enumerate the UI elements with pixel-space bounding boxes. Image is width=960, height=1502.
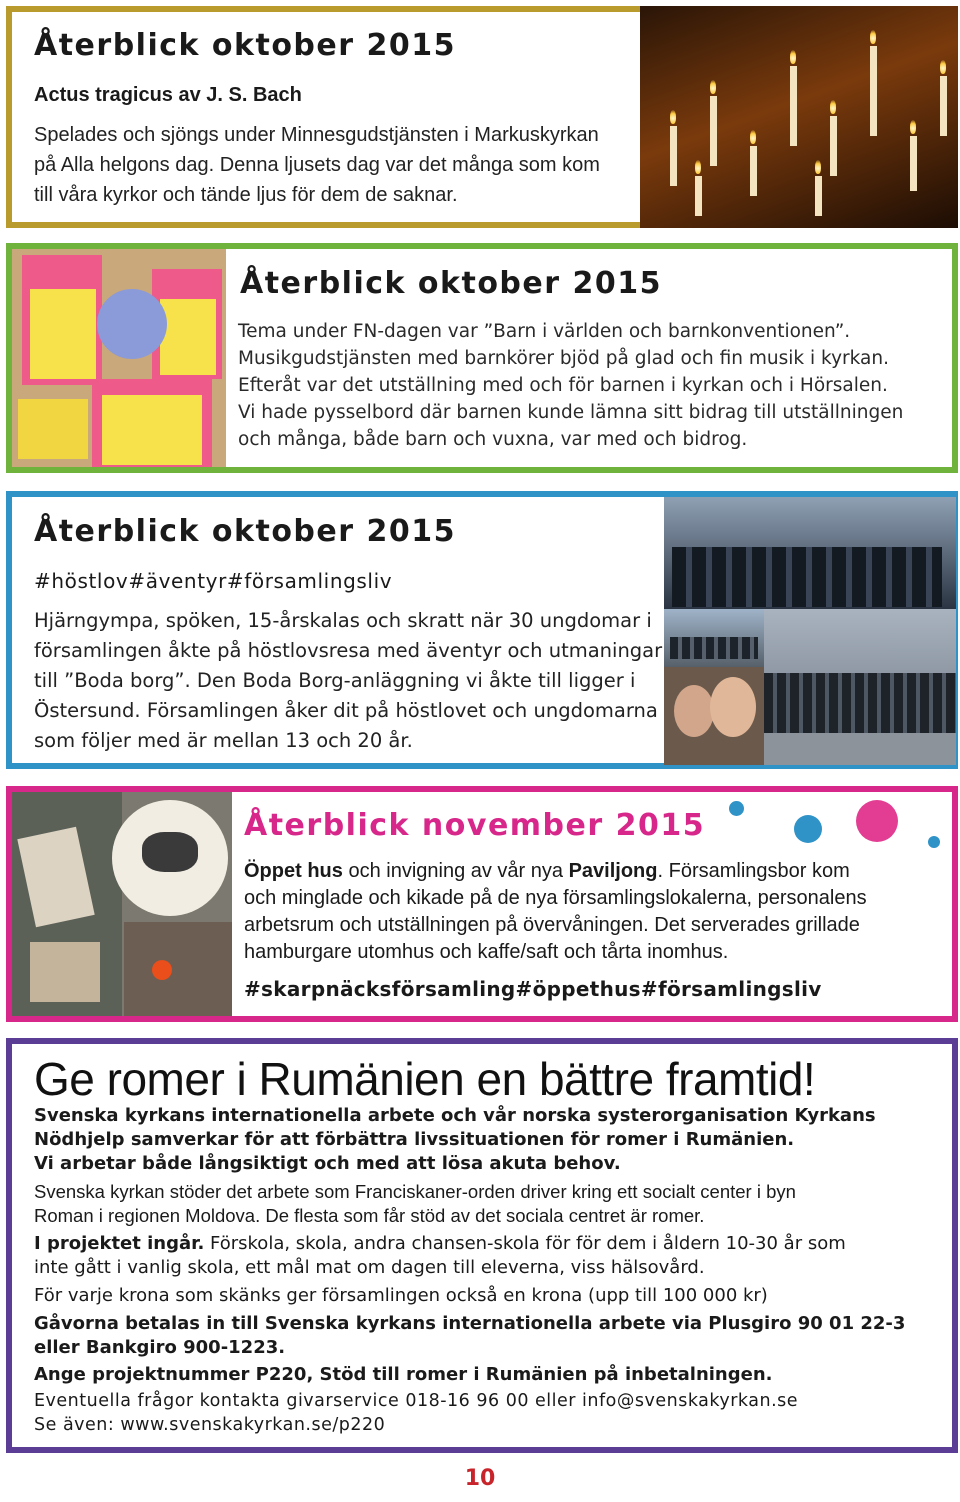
section1-title: Återblick oktober 2015 <box>34 28 456 63</box>
section4-body: Öppet hus och invigning av vår nya Paviljong. Församlingsbor kom och minglade och kikade på de nya församlingslokalerna, personalens arbetsrum och utställningen på övervåningen. Det serverades grillade hamburgare utomhus och kaffe/saft och tårta inomhus. <box>244 860 867 963</box>
section5-link: Se även: www.svenskakyrkan.se/p220 <box>34 1415 386 1435</box>
section2-title: Återblick oktober 2015 <box>240 266 662 301</box>
section1-subtitle: Actus tragicus av J. S. Bach <box>34 84 302 106</box>
youth-trip-photo-collage <box>664 497 956 765</box>
section5-intro: Svenska kyrkans internationella arbete och vår norska systerorganisation Kyrkans Nödhjelp samverkar för att förbättra livssituationen för romer i Rumänien. Vi arbetar både långsiktigt och med att lösa akuta behov. <box>34 1105 876 1174</box>
children-artwork-photo <box>12 249 226 467</box>
section5-project-number: Ange projektnummer P220, Stöd till romer i Rumänien på inbetalningen. <box>34 1364 773 1385</box>
section5-matching-text: För varje krona som skänks ger församlingen också en krona (upp till 100 000 kr) <box>34 1285 768 1306</box>
candles-photo <box>640 6 958 228</box>
cake-and-event-photo <box>12 792 232 1016</box>
section1-body: Spelades och sjöngs under Minnesgudstjänsten i Markuskyrkan på Alla helgons dag. Denna ljusets dag var det många som kom till våra kyrkor och tände ljus för dem de saknar. <box>34 124 600 206</box>
section3-title: Återblick oktober 2015 <box>34 514 456 549</box>
decor-dot-blue-tiny <box>928 836 940 848</box>
section5-contact: Eventuella frågor kontakta givarservice 018-16 96 00 eller info@svenskakyrkan.se Se även: www.svenskakyrkan.se/p220 <box>34 1391 799 1435</box>
section5-title: Ge romer i Rumänien en bättre framtid! <box>34 1053 816 1105</box>
section4-hashtag: #skarpnäcksförsamling#öppethus#församlingsliv <box>244 977 822 1001</box>
section3-body: Hjärngympa, spöken, 15-årskalas och skratt när 30 ungdomar i församlingen åkte på höstlovsresa med äventyr och utmaningar till ”Boda borg”. Den Boda Borg-anläggning vi åkte till ligger i Östersund. Församlingen åker dit på höstlovet och ungdomarna som följer med är mellan 13 och 20 år. <box>34 609 663 752</box>
decor-dot-blue-small <box>729 801 744 816</box>
decor-dot-blue <box>794 815 822 843</box>
section5-payment-text: Gåvorna betalas in till Svenska kyrkans internationella arbete via Plusgiro 90 01 22-3 eller Bankgiro 900-1223. <box>34 1313 906 1358</box>
section5-project-text: I projektet ingår. Förskola, skola, andra chansen-skola för för dem i åldern 10-30 år som inte gått i vanlig skola, ett mål mat om dagen till eleverna, viss hälsovård. <box>34 1233 846 1278</box>
section3-hashtag: #höstlov#äventyr#församlingsliv <box>34 569 393 593</box>
decor-dot-pink <box>856 800 898 842</box>
section2-body: Tema under FN-dagen var ”Barn i världen och barnkonventionen”. Musikgudstjänsten med barnkörer bjöd på glad och fin musik i kyrkan. Efteråt var det utställning med och för barnen i kyrkan och i Hörsalen. Vi hade pysselbord där barnen kunde lämna sitt bidrag till utställningen och många, både barn och vuxna, var med och bidrog. <box>238 321 904 450</box>
section5-support-text: Svenska kyrkan stöder det arbete som Franciskaner-orden driver kring ett socialt center i byn Roman i regionen Moldova. De flesta som får stöd av det sociala centret är romer. <box>34 1181 796 1226</box>
section4-title: Återblick november 2015 <box>244 808 706 843</box>
page-number: 10 <box>464 1466 496 1491</box>
